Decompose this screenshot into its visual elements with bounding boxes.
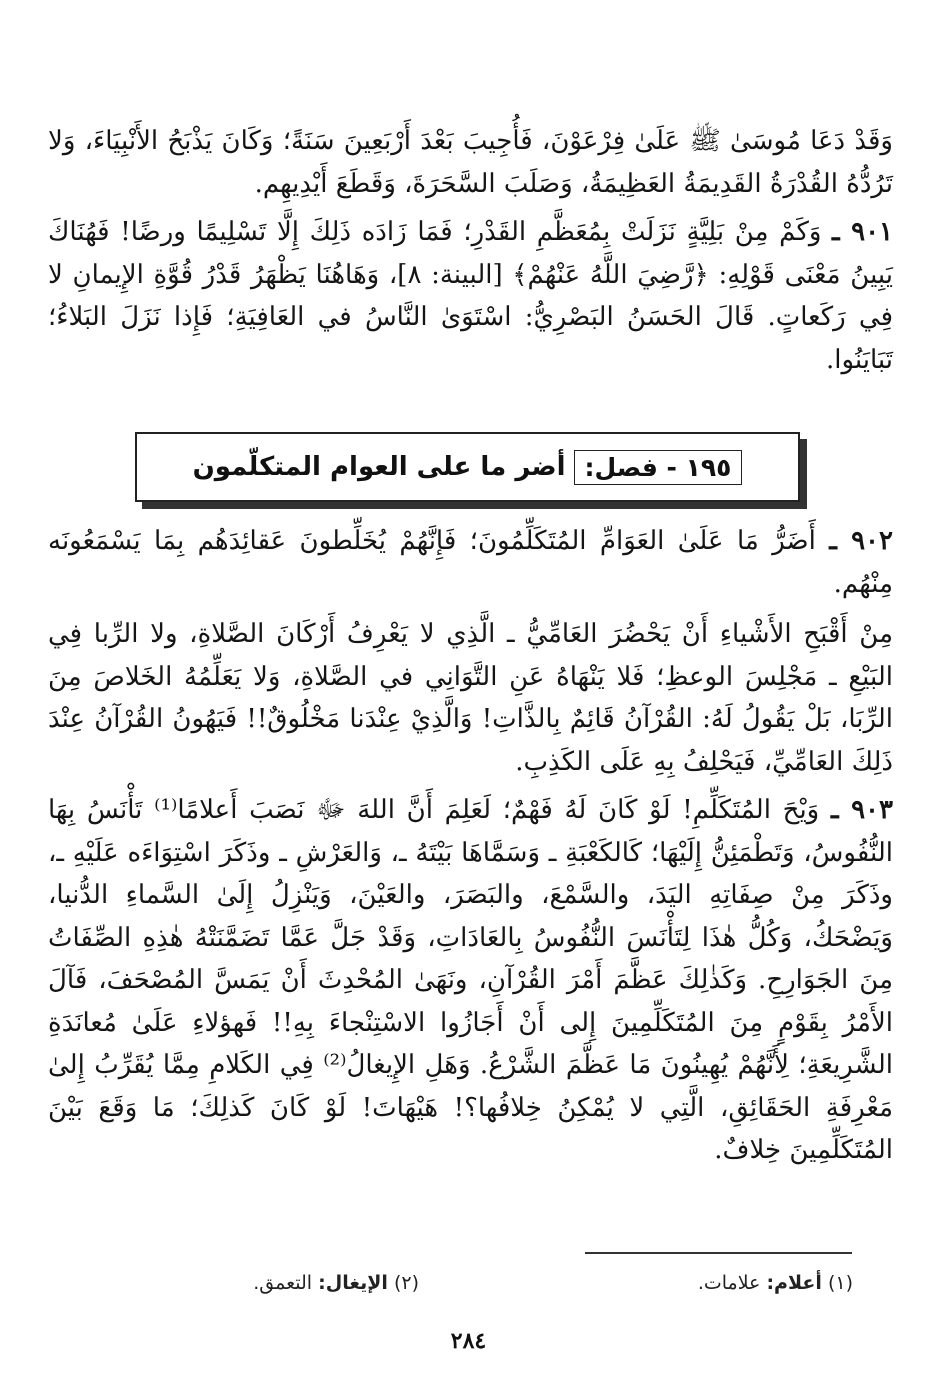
- paragraph-unnumbered: [48, 613, 893, 783]
- footnote-gloss: التعمق.: [253, 1272, 313, 1294]
- paragraph-text: وَيْحَ المُتَكَلِّمِ! لَوْ كَانَ لَهُ فَهْمٌ؛ لَعَلِمَ أَنَّ اللهَ ﷻ نَصَبَ أَعلامًا⁽¹⁾ تَأْنَسُ بِهَا النُّفُوسُ، وَتَطْمَئِنُّ إِلَيْهَا؛ كَالكَعْبَةِ ـ وَسَمَّاهَا بَيْتَهُ ـ، وَالعَرْشِ ـ وذَكَرَ اسْتِوَاءَه عَلَيْهِ ـ، وذَكَرَ مِنْ صِفَاتِهِ اليَدَ، والسَّمْعَ، والبَصَرَ، والعَيْنَ، وَيَنْزِلُ إِلَىٰ السَّماءِ الدُّنيا، وَيَضْحَكُ، وَكُلُّ هٰذَا لِتَأْنَسَ النُّفُوسُ بِالعَادَاتِ، وَقَدْ جَلَّ عَمَّا تَضَمَّنَتْهُ هٰذِهِ الصِّفَاتُ مِنَ الجَوَارِحِ. وَكَذٰلِكَ عَظَّمَ أَمْرَ القُرْآنِ، ونَهَىٰ المُحْدِثَ أَنْ يَمَسَّ المُصْحَفَ، فَآلَ الأَمْرُ بِقَوْمٍ مِنَ المُتَكَلِّمِينَ إِلى أَنْ أَجَازُوا الاسْتِنْجاءَ بِهِ!! فَهؤلاءِ عَلَىٰ مُعانَدَةِ الشَّرِيعَةِ؛ لِأَنَّهُمْ يُهِينُونَ مَا عَظَّمَ الشَّرْعُ. وَهَلِ الإِيغالُ⁽²⁾ فِي الكَلامِ مِمَّا يُقَرِّبُ إِلىٰ مَعْرِفَةِ الحَقَائِقِ، الَّتِي لا يُمْكِنُ خِلافُها؟! هَيْهَاتَ! لَوْ كَانَ كَذلِكَ؛ مَا وَقَعَ بَيْنَ المُتَكَلِّمِينَ خِلافٌ.: [48, 795, 893, 1165]
- footnote-term: أعلام:: [766, 1272, 822, 1294]
- footnote-2: [253, 1268, 419, 1298]
- section-label: ١٩٥ - فصل:: [574, 450, 743, 485]
- section-heading-box: [135, 432, 800, 502]
- footnote-marker: (٢): [393, 1272, 419, 1294]
- footnote-1: [698, 1268, 853, 1298]
- paragraph-number: ٩٠٣ ـ: [830, 795, 893, 825]
- section-title: أضر ما على العوام المتكلّمون: [192, 452, 566, 482]
- paragraph-number: ٩٠٢ ـ: [829, 526, 893, 556]
- footnote-term: الإيغال:: [318, 1272, 388, 1294]
- paragraph-text: مِنْ أَقْبَحِ الأَشْياءِ أَنْ يَحْضُرَ العَامِّيُّ ـ الَّذِي لا يَعْرِفُ أَرْكَانَ الصَّلاةِ، ولا الرِّبا فِي البَيْعِ ـ مَجْلِسَ الوعظِ؛ فَلا يَنْهَاهُ عَنِ التَّوَانِي في الصَّلاةِ، وَلا يَعَلِّمُهُ الخَلاصَ مِنَ الرِّبَا، بَلْ يَقُولُ لَهُ: القُرْآنُ قَائِمٌ بِالذَّاتِ! وَالَّذِيْ عِنْدَنا مَخْلُوقٌ!! فَيَهُونُ القُرْآنُ عِنْدَ ذَلِكَ العَامِّيِّ، فَيَحْلِفُ بِهِ عَلَى الكَذِبِ.: [48, 619, 893, 777]
- paragraph-text: وَقَدْ دَعَا مُوسَىٰ ﷺ عَلَىٰ فِرْعَوْنَ، فَأُجِيبَ بَعْدَ أَرْبَعِينَ سَنَةً؛ وَكَانَ يَذْبَحُ الأَنْبِيَاءَ، وَلا تَرُدُّهُ القُدْرَةُ القَدِيمَةُ العَظِيمَةُ، وَصَلَبَ السَّحَرَةَ، وَقَطَعَ أَيْدِيهِم.: [48, 126, 893, 199]
- paragraph-intro: [48, 120, 893, 205]
- footnote-separator: [585, 1252, 852, 1254]
- paragraph-902: [48, 520, 893, 605]
- paragraph-903: [48, 789, 893, 1172]
- page-number: ٢٨٤: [450, 1328, 487, 1354]
- footnote-gloss: علامات.: [697, 1272, 761, 1294]
- paragraph-number: ٩٠١ ـ: [832, 217, 894, 247]
- top-text-block: [48, 120, 893, 381]
- paragraph-text: وَكَمْ مِنْ بَلِيَّةٍ نَزَلَتْ بِمُعَظَّمِ القَدْرِ؛ فَمَا زَادَه ذَلِكَ إِلَّا تَسْلِيمًا ورضًا! فَهُنَاكَ يَبِينُ مَعْنَى قَوْلِهِ: ﴿رَّضِيَ اللَّهُ عَنْهُمْ﴾ [البينة: ٨]، وَهَاهُنَا يَظْهَرُ قَدْرُ قُوَّةِ الإِيمانِ لا فِي رَكَعاتٍ. قَالَ الحَسَنُ البَصْرِيُّ: اسْتَوَىٰ النَّاسُ في العَافِيَةِ؛ فَإِذا نَزَلَ البَلاءُ؛ تَبَايَنُوا.: [48, 217, 893, 375]
- paragraph-text: أَضَرُّ مَا عَلَىٰ العَوَامِّ المُتَكَلِّمُونَ؛ فَإِنَّهُمْ يُخَلِّطونَ عَقائِدَهُم بِمَا يَسْمَعُونَه مِنْهُم.: [48, 526, 893, 599]
- bottom-text-block: [48, 520, 893, 1172]
- footnote-marker: (١): [827, 1272, 853, 1294]
- paragraph-901: [48, 211, 893, 381]
